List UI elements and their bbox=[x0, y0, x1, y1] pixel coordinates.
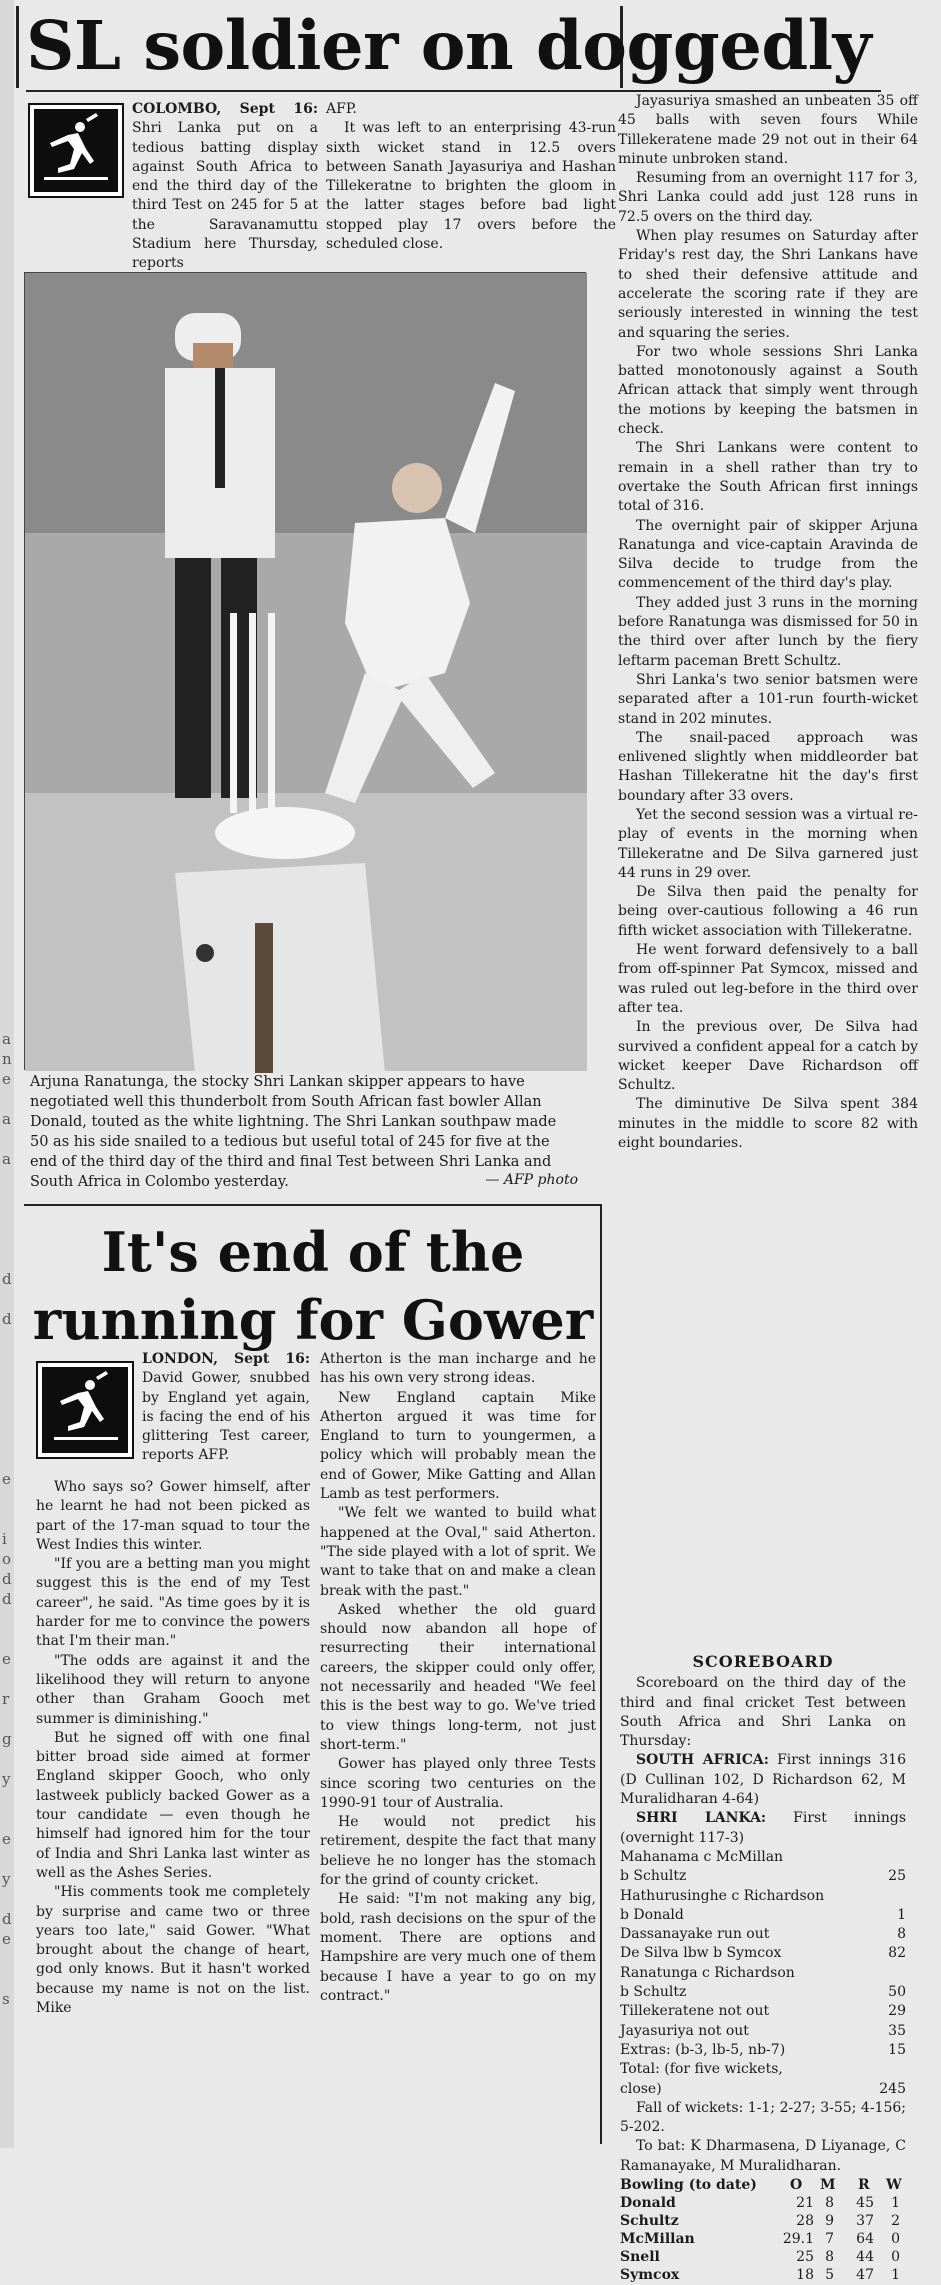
scoreboard-intro: Scoreboard on the third day of the third and final cricket Test between South Africa and Shri Lanka on Thursday: bbox=[620, 1675, 906, 1750]
edge-fragment: d bbox=[2, 1270, 12, 1288]
batting-row bbox=[620, 1925, 906, 1944]
bowling-w: 0 bbox=[891, 2231, 900, 2248]
batting-runs: 35 bbox=[888, 2022, 906, 2039]
batting-entry: Total: (for five wickets, bbox=[620, 2061, 783, 2078]
bowling-o: 21 bbox=[796, 2195, 814, 2212]
batting-entry: b Donald bbox=[620, 1906, 684, 1923]
to-bat: To bat: K Dharmasena, D Liyanage, C Ramanayake, M Muralidharan. bbox=[620, 2138, 906, 2174]
batting-entry: close) bbox=[620, 2080, 662, 2097]
batting-runs: 245 bbox=[879, 2080, 906, 2097]
batting-row bbox=[620, 1964, 906, 1983]
headline-rule-left bbox=[16, 6, 19, 88]
edge-fragment: o bbox=[2, 1550, 12, 1568]
article2-col2-para: New England captain Mike Atherton argued it was time for England to turn to youngermen, a policy which will probably mean the end of Gower, Mike Gatting and Allan Lamb as test performers. bbox=[320, 1389, 596, 1503]
edge-fragment: y bbox=[2, 1770, 11, 1788]
scoreboard-south-africa bbox=[620, 1751, 906, 1809]
article1-col2-para: AFP. bbox=[326, 101, 357, 117]
batting-entry: Dassanayake run out bbox=[620, 1926, 770, 1943]
batting-row bbox=[620, 2002, 906, 2021]
article2-col2-para: Atherton is the man incharge and he has his own very strong ideas. bbox=[320, 1351, 596, 1387]
edge-fragment: d bbox=[2, 1910, 12, 1928]
bowling-w: 1 bbox=[891, 2267, 900, 2284]
bowling-bowler: Snell bbox=[620, 2249, 660, 2266]
cricketer-icon bbox=[42, 1367, 128, 1453]
edge-fragment: e bbox=[2, 1070, 11, 1088]
article2-dateline: LONDON, Sept 16: bbox=[142, 1351, 310, 1367]
batting-card bbox=[620, 1848, 906, 2099]
batting-runs: 8 bbox=[897, 1926, 906, 1943]
article2-col2-para: Asked whether the old guard should now abandon all hope of resurrecting their international careers, the skipper could only offer, not necessarily and headed "We feel this is the best way to go. We've tried to view things long-term, not just short-term." bbox=[320, 1601, 596, 1753]
bowling-o: 28 bbox=[796, 2213, 814, 2230]
article1-col3-para: He went forward defensively to a ball from off-spinner Pat Symcox, missed and was ruled out leg-before in the third over after tea. bbox=[618, 942, 918, 1016]
bowling-r: 44 bbox=[856, 2249, 874, 2266]
article2-col2-para: He said: "I'm not making any big, bold, rash decisions on the spur of the moment. There are options and Hampshire are very much one of them because I have a year to go on my contract." bbox=[320, 1891, 596, 2004]
article1-col3-para: The snail-paced approach was enlivened slightly when middleorder bat Hashan Tillekeratne hit the day's first boundary after 33 overs. bbox=[618, 729, 918, 804]
article2-col1-para: But he signed off with one final bitter broad side aimed at former England skipper Gooch, who only lastweek publicly backed Gower as a tour candidate — even though he himself had ignored him for the tour of India and Shri Lanka last winter as well as the Ashes Series. bbox=[36, 1729, 310, 1881]
batting-row bbox=[620, 1906, 906, 1925]
batting-row bbox=[620, 1867, 906, 1886]
article2-col2 bbox=[320, 1350, 596, 2146]
batting-runs: 29 bbox=[888, 2003, 906, 2020]
bowling-bowler: McMillan bbox=[620, 2231, 695, 2248]
batting-entry: Ranatunga c Richardson bbox=[620, 1964, 795, 1981]
neighbouring-column-edge bbox=[0, 0, 14, 2148]
bowling-o: 25 bbox=[796, 2249, 814, 2266]
article1-dateline: COLOMBO, Sept 16: bbox=[132, 101, 318, 117]
cricket-logo-box bbox=[36, 1361, 134, 1459]
edge-fragment: a bbox=[2, 1110, 11, 1128]
batting-entry: b Schultz bbox=[620, 1984, 687, 2001]
edge-fragment: a bbox=[2, 1150, 11, 1168]
bowling-w: 0 bbox=[891, 2249, 900, 2266]
batting-entry: Hathurusinghe c Richardson bbox=[620, 1887, 825, 1904]
bowling-header-w: W bbox=[886, 2177, 902, 2194]
article2-col1-para: "If you are a betting man you might suggest this is the end of my Test career", he said. "As time goes by it is harder for me to convince the powers that I'm their man." bbox=[36, 1556, 310, 1650]
batting-row bbox=[620, 1887, 906, 1906]
bowling-m: 9 bbox=[825, 2213, 834, 2230]
edge-fragment: d bbox=[2, 1590, 12, 1608]
edge-fragment: e bbox=[2, 1930, 11, 1948]
bowling-m: 5 bbox=[825, 2267, 834, 2284]
article2-right-rule bbox=[600, 1204, 602, 2144]
bowling-row bbox=[620, 2194, 906, 2212]
batting-row bbox=[620, 2022, 906, 2041]
bowling-header-r: R bbox=[858, 2177, 870, 2194]
headline-gower bbox=[30, 1218, 596, 1354]
edge-fragment: r bbox=[2, 1690, 10, 1708]
batting-runs: 1 bbox=[897, 1906, 906, 1923]
cricket-logo-box bbox=[28, 103, 124, 198]
bowling-header-label: Bowling (to date) bbox=[620, 2177, 757, 2194]
article1-col3-para: Shri Lanka's two senior batsmen were separated after a 101-run fourth-wicket stand in 202 minutes. bbox=[618, 671, 918, 727]
batting-entry: Extras: (b-3, lb-5, nb-7) bbox=[620, 2041, 786, 2058]
edge-fragment: d bbox=[2, 1310, 12, 1328]
batting-row bbox=[620, 2060, 906, 2079]
article1-col2-top bbox=[326, 100, 616, 270]
bowling-o: 29.1 bbox=[782, 2231, 814, 2248]
cricket-action-photo bbox=[24, 272, 586, 1070]
bowling-o: 18 bbox=[796, 2267, 814, 2284]
bowling-row bbox=[620, 2212, 906, 2230]
bowling-bowler: Donald bbox=[620, 2195, 676, 2212]
edge-fragment: s bbox=[2, 1990, 10, 2008]
scoreboard-sl-text: First innings (overnight 117-3) bbox=[620, 1810, 907, 1846]
article1-col3-para: For two whole sessions Shri Lanka batted monotonously against a South African attack that simply went through the motions by keeping the batsmen in check. bbox=[618, 343, 918, 438]
article1-col3-para: De Silva then paid the penalty for being over-cautious following a 46 run fifth wicket association with Tillekeratne. bbox=[618, 884, 918, 939]
scoreboard bbox=[620, 1648, 906, 2284]
edge-fragment: i bbox=[2, 1530, 7, 1548]
article2-col1-para: Who says so? Gower himself, after he learnt he had not been picked as part of the 17-man squad to tour the West Indies this winter. bbox=[36, 1479, 310, 1553]
scoreboard-sa-text: First innings 316 (D Cullinan 102, D Richardson 62, M Muralidharan 4-64) bbox=[620, 1752, 906, 1808]
article1-col3 bbox=[618, 92, 918, 1648]
batting-entry: Jayasuriya not out bbox=[620, 2022, 749, 2039]
batting-row bbox=[620, 1983, 906, 2002]
batting-entry: De Silva lbw b Symcox bbox=[620, 1945, 782, 1962]
photo-caption: Arjuna Ranatunga, the stocky Shri Lankan skipper appears to have negotiated well this thunderbolt from South African fast bowler Allan Donald, touted as the white lightning. The Shri Lankan southpaw made 50 as his side snailed to a tedious but useful total of 245 for five at the end of the third day of the third and final Test between Shri Lanka and South Africa in Colombo yesterday. bbox=[30, 1074, 557, 1190]
batting-entry: b Schultz bbox=[620, 1868, 687, 1885]
batting-row bbox=[620, 1944, 906, 1963]
fall-of-wickets: Fall of wickets: 1-1; 2-27; 3-55; 4-156; 5-202. bbox=[620, 2099, 906, 2136]
scoreboard-sl-label: SHRI LANKA: bbox=[636, 1810, 767, 1827]
article1-col1-top bbox=[132, 100, 318, 272]
edge-fragment: e bbox=[2, 1830, 11, 1848]
article2-col1 bbox=[36, 1478, 310, 2146]
bowling-r: 45 bbox=[856, 2195, 874, 2212]
bowling-m: 7 bbox=[825, 2231, 834, 2248]
batting-entry: Mahanama c McMillan bbox=[620, 1848, 784, 1865]
article1-col3-para: The Shri Lankans were content to remain in a shell rather than try to overtake the South African first innings total of 316. bbox=[618, 440, 918, 515]
headline-gower-line2: running for Gower bbox=[32, 1288, 594, 1352]
edge-fragment: g bbox=[2, 1730, 12, 1748]
bowling-header-m: M bbox=[820, 2177, 836, 2194]
edge-fragment: y bbox=[2, 1870, 11, 1888]
bowling-m: 8 bbox=[825, 2195, 834, 2212]
scoreboard-shri-lanka bbox=[620, 1809, 906, 1848]
article1-col3-para: Yet the second session was a virtual re-play of events in the morning when Tillekeratne and De Silva garnered just 44 runs in 29 over. bbox=[618, 806, 918, 881]
article1-col2-para: It was left to an enterprising 43-run sixth wicket stand in 12.5 overs between Sanath Jayasuriya and Hashan Tillekeratne to brighten the gloom in the latter stages before bad light stopped play 17 overs before the scheduled close. bbox=[326, 120, 616, 253]
article1-col3-para: The diminutive De Silva spent 384 minutes in the middle to score 82 with eight boundaries. bbox=[618, 1096, 918, 1152]
bowling-r: 37 bbox=[856, 2213, 874, 2230]
bowling-m: 8 bbox=[825, 2249, 834, 2266]
batting-runs: 25 bbox=[888, 1868, 906, 1885]
article2-col2-para: "We felt we wanted to build what happened at the Oval," said Atherton. "The side played with a lot of sprit. We want to take that on and make a clean break with the past." bbox=[320, 1505, 596, 1599]
article2-col2-para: Gower has played only three Tests since scoring two centuries on the 1990-91 tour of Australia. bbox=[320, 1756, 596, 1811]
article2-col2-para: He would not predict his retirement, despite the fact that many believe he no longer has the stomach for the grind of county cricket. bbox=[320, 1814, 596, 1889]
article1-col1-para: Shri Lanka put on a tedious batting display against South Africa to end the third day of the third Test on 245 for 5 at the Saravanamuttu Stadium here Thursday, reports bbox=[132, 120, 318, 272]
photo-credit: — AFP photo bbox=[485, 1172, 578, 1188]
bowling-card bbox=[620, 2194, 906, 2284]
bowling-bowler: Symcox bbox=[620, 2267, 680, 2284]
article2-intro-text: David Gower, snubbed by England yet again, is facing the end of his glittering Test career, reports AFP. bbox=[142, 1370, 310, 1464]
batting-runs: 82 bbox=[888, 1945, 906, 1962]
batting-row bbox=[620, 1848, 906, 1867]
edge-fragment: n bbox=[2, 1050, 12, 1068]
bowling-w: 1 bbox=[891, 2195, 900, 2212]
bowling-r: 47 bbox=[856, 2267, 874, 2284]
article1-col3-para: In the previous over, De Silva had survived a confident appeal for a catch by wicket keeper Dave Richardson off Schultz. bbox=[618, 1019, 918, 1094]
article1-col3-para: The overnight pair of skipper Arjuna Ranatunga and vice-captain Aravinda de Silva decide to trudge from the commencement of the third day's play. bbox=[618, 517, 918, 592]
bowling-bowler: Schultz bbox=[620, 2213, 679, 2230]
batting-row bbox=[620, 2080, 906, 2099]
article2-intro bbox=[142, 1350, 310, 1480]
headline-gower-line1: It's end of the bbox=[101, 1220, 525, 1284]
article1-col3-para: Resuming from an overnight 117 for 3, Shri Lanka could add just 128 runs in 72.5 overs on the third day. bbox=[618, 170, 918, 225]
batting-runs: 15 bbox=[888, 2041, 906, 2058]
bowling-header bbox=[620, 2176, 906, 2194]
article1-col3-para: Jayasuriya smashed an unbeaten 35 off 45 balls with seven fours While Tillekeratene made 29 not out in their 64 minute unbroken stand. bbox=[618, 93, 918, 167]
edge-fragment: e bbox=[2, 1470, 11, 1488]
article2-col1-para: "His comments took me completely by surprise and came two or three years too late," said Gower. "What brought about the change of heart, god only knows. But it hasn't worked because my name is not on the list. Mike bbox=[36, 1884, 310, 2017]
article2-col1-para: "The odds are against it and the likelihood they will return to anyone other than Graham Gooch met summer is diminishing." bbox=[36, 1652, 310, 1727]
batting-entry: Tillekeratene not out bbox=[620, 2003, 770, 2020]
bowling-w: 2 bbox=[891, 2213, 900, 2230]
bowling-header-o: O bbox=[790, 2177, 803, 2194]
cricketer-icon bbox=[34, 109, 118, 192]
batting-runs: 50 bbox=[888, 1984, 906, 2001]
article1-col3-para: They added just 3 runs in the morning before Ranatunga was dismissed for 50 in the third over after lunch by the fiery leftarm paceman Brett Schultz. bbox=[618, 594, 918, 669]
bowling-row bbox=[620, 2248, 906, 2266]
scoreboard-title: SCOREBOARD bbox=[692, 1652, 834, 1671]
bowling-row bbox=[620, 2230, 906, 2248]
scoreboard-sa-label: SOUTH AFRICA: bbox=[636, 1752, 769, 1769]
article1-col3-para: When play resumes on Saturday after Friday's rest day, the Shri Lankans have to shed their defensive attitude and accelerate the scoring rate if they are seriously interested in winning the test and squaring the series. bbox=[618, 228, 918, 341]
edge-fragment: a bbox=[2, 1030, 11, 1048]
bowling-r: 64 bbox=[856, 2231, 874, 2248]
headline-sl-soldier: SL soldier on doggedly bbox=[26, 6, 872, 85]
photo-illustration bbox=[25, 273, 587, 1071]
edge-fragment: d bbox=[2, 1570, 12, 1588]
article2-top-rule bbox=[24, 1204, 600, 1206]
bowling-row bbox=[620, 2266, 906, 2284]
edge-fragment: e bbox=[2, 1650, 11, 1668]
batting-row bbox=[620, 2041, 906, 2060]
